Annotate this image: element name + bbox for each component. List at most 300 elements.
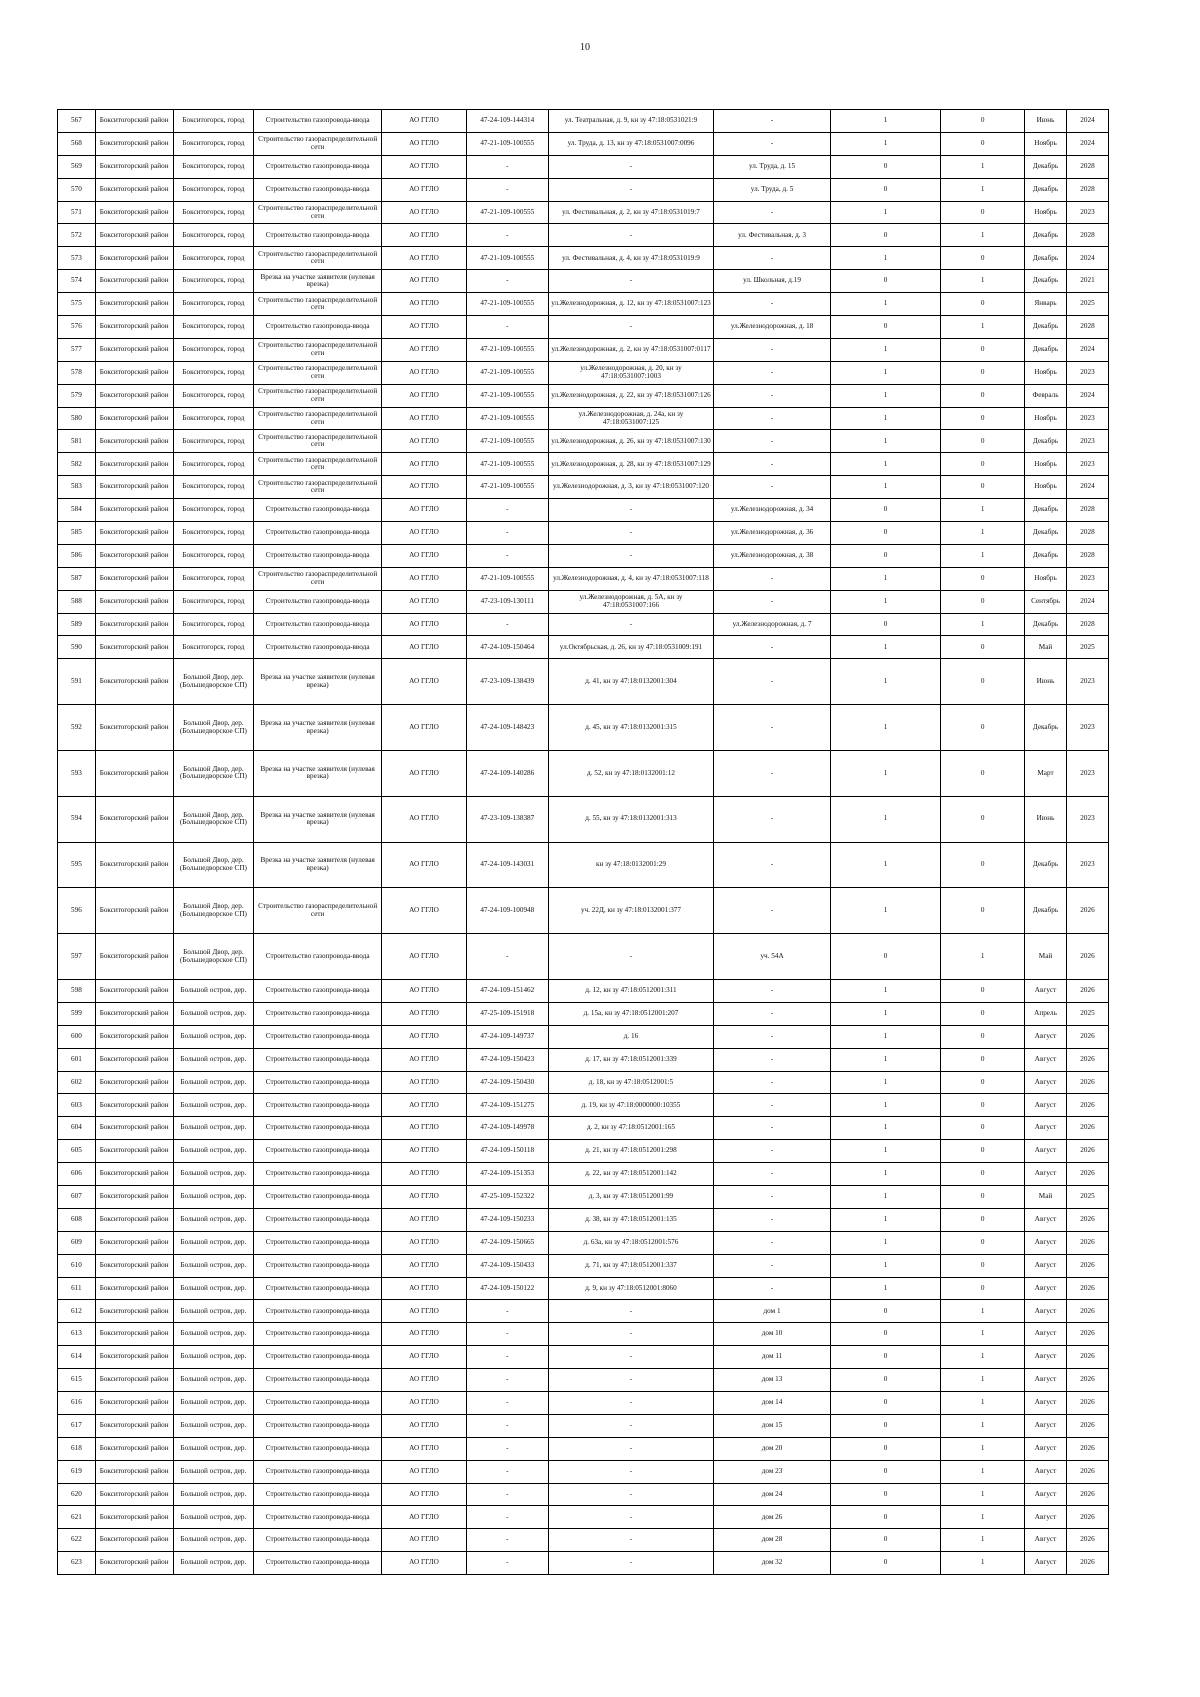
month-cell: Август — [1025, 1163, 1067, 1186]
district-cell: Бокситогорский район — [95, 659, 173, 705]
year-cell: 2028 — [1066, 499, 1108, 522]
district-cell: Бокситогорский район — [95, 430, 173, 453]
count-a-cell: 1 — [830, 979, 940, 1002]
year-cell: 2026 — [1066, 934, 1108, 980]
year-cell: 2028 — [1066, 178, 1108, 201]
work-type-cell: Строительство газопровода-ввода — [254, 178, 382, 201]
organization-cell: АО ГГЛО — [382, 1300, 467, 1323]
house-address-cell: - — [714, 201, 831, 224]
count-a-cell: 1 — [830, 659, 940, 705]
count-a-cell: 1 — [830, 1117, 940, 1140]
work-type-cell: Строительство газопровода-ввода — [254, 1163, 382, 1186]
cadastral-address-cell: - — [548, 1552, 714, 1575]
settlement-cell: Бокситогорск, город — [173, 224, 254, 247]
organization-cell: АО ГГЛО — [382, 1071, 467, 1094]
table-row — [58, 430, 1109, 453]
district-cell: Бокситогорский район — [95, 1346, 173, 1369]
count-a-cell: 1 — [830, 1048, 940, 1071]
cadastral-address-cell: - — [548, 1300, 714, 1323]
settlement-cell: Большой остров, дер. — [173, 1506, 254, 1529]
year-cell: 2026 — [1066, 1483, 1108, 1506]
row-number-cell: 596 — [58, 888, 96, 934]
district-cell: Бокситогорский район — [95, 544, 173, 567]
district-cell: Бокситогорский район — [95, 1140, 173, 1163]
settlement-cell: Большой остров, дер. — [173, 1185, 254, 1208]
district-cell: Бокситогорский район — [95, 316, 173, 339]
year-cell: 2023 — [1066, 567, 1108, 590]
table-row — [58, 155, 1109, 178]
organization-cell: АО ГГЛО — [382, 1048, 467, 1071]
application-number-cell: 47-24-109-150118 — [466, 1140, 548, 1163]
work-type-cell: Строительство газораспределительной сети — [254, 132, 382, 155]
month-cell: Декабрь — [1025, 430, 1067, 453]
application-number-cell: - — [466, 1460, 548, 1483]
work-type-cell: Строительство газопровода-ввода — [254, 1460, 382, 1483]
work-type-cell: Строительство газопровода-ввода — [254, 1025, 382, 1048]
row-number-cell: 582 — [58, 453, 96, 476]
house-address-cell: дом 28 — [714, 1529, 831, 1552]
application-number-cell: 47-21-109-100555 — [466, 338, 548, 361]
cadastral-address-cell: ул.Железнодорожная, д. 26, кн зу 47:18:0531007:130 — [548, 430, 714, 453]
count-a-cell: 1 — [830, 1208, 940, 1231]
house-address-cell: - — [714, 1208, 831, 1231]
table-row — [58, 1323, 1109, 1346]
count-a-cell: 0 — [830, 270, 940, 293]
district-cell: Бокситогорский район — [95, 384, 173, 407]
row-number-cell: 573 — [58, 247, 96, 270]
district-cell: Бокситогорский район — [95, 201, 173, 224]
table-row — [58, 1346, 1109, 1369]
organization-cell: АО ГГЛО — [382, 522, 467, 545]
month-cell: Ноябрь — [1025, 132, 1067, 155]
table-row — [58, 750, 1109, 796]
table-row — [58, 1460, 1109, 1483]
year-cell: 2023 — [1066, 705, 1108, 751]
month-cell: Июнь — [1025, 110, 1067, 133]
year-cell: 2026 — [1066, 1369, 1108, 1392]
table-row — [58, 110, 1109, 133]
organization-cell: АО ГГЛО — [382, 384, 467, 407]
district-cell: Бокситогорский район — [95, 1277, 173, 1300]
row-number-cell: 580 — [58, 407, 96, 430]
work-type-cell: Строительство газопровода-ввода — [254, 1140, 382, 1163]
house-address-cell: - — [714, 705, 831, 751]
month-cell: Декабрь — [1025, 316, 1067, 339]
settlement-cell: Бокситогорск, город — [173, 338, 254, 361]
year-cell: 2026 — [1066, 1025, 1108, 1048]
year-cell: 2026 — [1066, 1506, 1108, 1529]
house-address-cell: - — [714, 888, 831, 934]
cadastral-address-cell: - — [548, 1460, 714, 1483]
year-cell: 2026 — [1066, 1094, 1108, 1117]
year-cell: 2024 — [1066, 132, 1108, 155]
settlement-cell: Большой остров, дер. — [173, 1231, 254, 1254]
application-number-cell: 47-24-109-150464 — [466, 636, 548, 659]
organization-cell: АО ГГЛО — [382, 430, 467, 453]
house-address-cell: - — [714, 567, 831, 590]
count-a-cell: 0 — [830, 1483, 940, 1506]
district-cell: Бокситогорский район — [95, 979, 173, 1002]
district-cell: Бокситогорский район — [95, 1369, 173, 1392]
district-cell: Бокситогорский район — [95, 1254, 173, 1277]
table-row — [58, 659, 1109, 705]
count-b-cell: 0 — [941, 1002, 1025, 1025]
count-a-cell: 1 — [830, 293, 940, 316]
cadastral-address-cell: - — [548, 1346, 714, 1369]
count-a-cell: 0 — [830, 178, 940, 201]
settlement-cell: Бокситогорск, город — [173, 384, 254, 407]
district-cell: Бокситогорский район — [95, 1163, 173, 1186]
settlement-cell: Бокситогорск, город — [173, 361, 254, 384]
year-cell: 2025 — [1066, 1002, 1108, 1025]
settlement-cell: Бокситогорск, город — [173, 155, 254, 178]
year-cell: 2026 — [1066, 1140, 1108, 1163]
month-cell: Август — [1025, 1140, 1067, 1163]
year-cell: 2026 — [1066, 1071, 1108, 1094]
settlement-cell: Бокситогорск, город — [173, 544, 254, 567]
table-row — [58, 316, 1109, 339]
count-b-cell: 1 — [941, 613, 1025, 636]
cadastral-address-cell: уч. 22Д, кн зу 47:18:0132001:377 — [548, 888, 714, 934]
count-b-cell: 0 — [941, 1185, 1025, 1208]
row-number-cell: 606 — [58, 1163, 96, 1186]
district-cell: Бокситогорский район — [95, 1300, 173, 1323]
table-row — [58, 1094, 1109, 1117]
month-cell: Декабрь — [1025, 842, 1067, 888]
table-row — [58, 201, 1109, 224]
count-a-cell: 1 — [830, 750, 940, 796]
application-number-cell: - — [466, 1437, 548, 1460]
table-row — [58, 178, 1109, 201]
count-a-cell: 1 — [830, 888, 940, 934]
work-type-cell: Строительство газопровода-ввода — [254, 1002, 382, 1025]
application-number-cell: - — [466, 1414, 548, 1437]
house-address-cell: уч. 54А — [714, 934, 831, 980]
settlement-cell: Большой остров, дер. — [173, 1025, 254, 1048]
count-b-cell: 1 — [941, 1414, 1025, 1437]
row-number-cell: 619 — [58, 1460, 96, 1483]
cadastral-address-cell: д. 12, кн зу 47:18:0512001:311 — [548, 979, 714, 1002]
application-number-cell: - — [466, 1529, 548, 1552]
count-b-cell: 1 — [941, 1300, 1025, 1323]
row-number-cell: 600 — [58, 1025, 96, 1048]
organization-cell: АО ГГЛО — [382, 1277, 467, 1300]
organization-cell: АО ГГЛО — [382, 476, 467, 499]
organization-cell: АО ГГЛО — [382, 934, 467, 980]
month-cell: Декабрь — [1025, 338, 1067, 361]
cadastral-address-cell: д. 55, кн зу 47:18:0132001:313 — [548, 796, 714, 842]
count-a-cell: 1 — [830, 338, 940, 361]
house-address-cell: ул.Железнодорожная, д. 36 — [714, 522, 831, 545]
count-b-cell: 1 — [941, 316, 1025, 339]
application-number-cell: 47-21-109-100555 — [466, 293, 548, 316]
district-cell: Бокситогорский район — [95, 934, 173, 980]
row-number-cell: 578 — [58, 361, 96, 384]
work-type-cell: Строительство газопровода-ввода — [254, 613, 382, 636]
row-number-cell: 616 — [58, 1391, 96, 1414]
work-type-cell: Врезка на участке заявителя (нулевая врезка) — [254, 659, 382, 705]
table-row — [58, 1369, 1109, 1392]
settlement-cell: Большой остров, дер. — [173, 1483, 254, 1506]
count-b-cell: 1 — [941, 499, 1025, 522]
year-cell: 2026 — [1066, 1208, 1108, 1231]
district-cell: Бокситогорский район — [95, 247, 173, 270]
count-a-cell: 1 — [830, 110, 940, 133]
work-type-cell: Строительство газопровода-ввода — [254, 1277, 382, 1300]
month-cell: Август — [1025, 1529, 1067, 1552]
month-cell: Август — [1025, 1369, 1067, 1392]
district-cell: Бокситогорский район — [95, 1094, 173, 1117]
year-cell: 2026 — [1066, 979, 1108, 1002]
organization-cell: АО ГГЛО — [382, 613, 467, 636]
count-a-cell: 1 — [830, 796, 940, 842]
settlement-cell: Большой Двор, дер. (Большедворское СП) — [173, 750, 254, 796]
organization-cell: АО ГГЛО — [382, 1552, 467, 1575]
settlement-cell: Большой остров, дер. — [173, 1208, 254, 1231]
organization-cell: АО ГГЛО — [382, 293, 467, 316]
application-number-cell: 47-21-109-100555 — [466, 201, 548, 224]
cadastral-address-cell: ул.Железнодорожная, д. 12, кн зу 47:18:0531007:123 — [548, 293, 714, 316]
row-number-cell: 605 — [58, 1140, 96, 1163]
settlement-cell: Бокситогорск, город — [173, 132, 254, 155]
cadastral-address-cell: ул. Театральная, д. 9, кн зу 47:18:0531021:9 — [548, 110, 714, 133]
application-number-cell: 47-24-109-150122 — [466, 1277, 548, 1300]
row-number-cell: 577 — [58, 338, 96, 361]
month-cell: Апрель — [1025, 1002, 1067, 1025]
row-number-cell: 620 — [58, 1483, 96, 1506]
application-number-cell: 47-24-109-150433 — [466, 1254, 548, 1277]
count-b-cell: 0 — [941, 636, 1025, 659]
work-type-cell: Строительство газопровода-ввода — [254, 1552, 382, 1575]
table-row — [58, 1002, 1109, 1025]
month-cell: Декабрь — [1025, 888, 1067, 934]
year-cell: 2023 — [1066, 407, 1108, 430]
work-type-cell: Строительство газопровода-ввода — [254, 934, 382, 980]
house-address-cell: - — [714, 636, 831, 659]
organization-cell: АО ГГЛО — [382, 1346, 467, 1369]
count-a-cell: 0 — [830, 1460, 940, 1483]
application-number-cell: - — [466, 499, 548, 522]
settlement-cell: Большой остров, дер. — [173, 1300, 254, 1323]
year-cell: 2026 — [1066, 888, 1108, 934]
table-row — [58, 1254, 1109, 1277]
work-type-cell: Строительство газопровода-ввода — [254, 1529, 382, 1552]
application-number-cell: - — [466, 613, 548, 636]
count-b-cell: 0 — [941, 1254, 1025, 1277]
year-cell: 2023 — [1066, 796, 1108, 842]
count-b-cell: 0 — [941, 384, 1025, 407]
house-address-cell: - — [714, 110, 831, 133]
year-cell: 2028 — [1066, 522, 1108, 545]
organization-cell: АО ГГЛО — [382, 361, 467, 384]
month-cell: Июнь — [1025, 796, 1067, 842]
count-b-cell: 0 — [941, 979, 1025, 1002]
settlement-cell: Большой остров, дер. — [173, 1552, 254, 1575]
organization-cell: АО ГГЛО — [382, 888, 467, 934]
house-address-cell: - — [714, 796, 831, 842]
application-number-cell: - — [466, 1369, 548, 1392]
application-number-cell: 47-23-109-138439 — [466, 659, 548, 705]
application-number-cell: - — [466, 316, 548, 339]
settlement-cell: Бокситогорск, город — [173, 293, 254, 316]
table-row — [58, 1437, 1109, 1460]
settlement-cell: Большой остров, дер. — [173, 1323, 254, 1346]
settlement-cell: Большой остров, дер. — [173, 1048, 254, 1071]
table-row — [58, 1048, 1109, 1071]
count-a-cell: 0 — [830, 316, 940, 339]
table-row — [58, 1140, 1109, 1163]
application-number-cell: 47-24-109-149737 — [466, 1025, 548, 1048]
count-b-cell: 1 — [941, 1529, 1025, 1552]
year-cell: 2024 — [1066, 338, 1108, 361]
count-b-cell: 1 — [941, 544, 1025, 567]
month-cell: Август — [1025, 1437, 1067, 1460]
house-address-cell: - — [714, 247, 831, 270]
organization-cell: АО ГГЛО — [382, 453, 467, 476]
row-number-cell: 615 — [58, 1369, 96, 1392]
count-a-cell: 1 — [830, 361, 940, 384]
house-address-cell: - — [714, 842, 831, 888]
organization-cell: АО ГГЛО — [382, 1231, 467, 1254]
organization-cell: АО ГГЛО — [382, 636, 467, 659]
application-number-cell: 47-21-109-100555 — [466, 132, 548, 155]
house-address-cell: - — [714, 407, 831, 430]
count-a-cell: 1 — [830, 1140, 940, 1163]
application-number-cell: 47-24-109-150423 — [466, 1048, 548, 1071]
table-row — [58, 361, 1109, 384]
house-address-cell: - — [714, 361, 831, 384]
house-address-cell: - — [714, 338, 831, 361]
settlement-cell: Бокситогорск, город — [173, 522, 254, 545]
month-cell: Август — [1025, 1506, 1067, 1529]
house-address-cell: дом 14 — [714, 1391, 831, 1414]
table-row — [58, 544, 1109, 567]
house-address-cell: - — [714, 1117, 831, 1140]
month-cell: Май — [1025, 934, 1067, 980]
application-number-cell: 47-21-109-100555 — [466, 430, 548, 453]
count-a-cell: 1 — [830, 1163, 940, 1186]
year-cell: 2028 — [1066, 316, 1108, 339]
count-b-cell: 0 — [941, 201, 1025, 224]
row-number-cell: 623 — [58, 1552, 96, 1575]
count-b-cell: 0 — [941, 407, 1025, 430]
row-number-cell: 610 — [58, 1254, 96, 1277]
count-b-cell: 0 — [941, 888, 1025, 934]
count-b-cell: 1 — [941, 934, 1025, 980]
month-cell: Июнь — [1025, 659, 1067, 705]
month-cell: Ноябрь — [1025, 567, 1067, 590]
settlement-cell: Бокситогорск, город — [173, 110, 254, 133]
work-type-cell: Строительство газопровода-ввода — [254, 544, 382, 567]
table-row — [58, 338, 1109, 361]
row-number-cell: 589 — [58, 613, 96, 636]
house-address-cell: - — [714, 384, 831, 407]
district-cell: Бокситогорский район — [95, 1529, 173, 1552]
row-number-cell: 586 — [58, 544, 96, 567]
district-cell: Бокситогорский район — [95, 1002, 173, 1025]
row-number-cell: 568 — [58, 132, 96, 155]
application-number-cell: - — [466, 1346, 548, 1369]
row-number-cell: 611 — [58, 1277, 96, 1300]
row-number-cell: 592 — [58, 705, 96, 751]
house-address-cell: ул.Железнодорожная, д. 38 — [714, 544, 831, 567]
district-cell: Бокситогорский район — [95, 1391, 173, 1414]
work-type-cell: Строительство газопровода-ввода — [254, 1208, 382, 1231]
year-cell: 2026 — [1066, 1346, 1108, 1369]
settlement-cell: Бокситогорск, город — [173, 636, 254, 659]
count-b-cell: 1 — [941, 155, 1025, 178]
table-row — [58, 293, 1109, 316]
month-cell: Ноябрь — [1025, 361, 1067, 384]
settlement-cell: Бокситогорск, город — [173, 201, 254, 224]
cadastral-address-cell: кн зу 47:18:0132001:29 — [548, 842, 714, 888]
month-cell: Март — [1025, 750, 1067, 796]
organization-cell: АО ГГЛО — [382, 110, 467, 133]
table-row — [58, 1391, 1109, 1414]
district-cell: Бокситогорский район — [95, 361, 173, 384]
work-type-cell: Строительство газораспределительной сети — [254, 361, 382, 384]
application-number-cell: - — [466, 1506, 548, 1529]
settlement-cell: Большой Двор, дер. (Большедворское СП) — [173, 888, 254, 934]
year-cell: 2025 — [1066, 1185, 1108, 1208]
month-cell: Декабрь — [1025, 247, 1067, 270]
count-b-cell: 0 — [941, 1163, 1025, 1186]
year-cell: 2023 — [1066, 453, 1108, 476]
district-cell: Бокситогорский район — [95, 1025, 173, 1048]
year-cell: 2028 — [1066, 155, 1108, 178]
table-row — [58, 567, 1109, 590]
house-address-cell: ул.Железнодорожная, д. 34 — [714, 499, 831, 522]
district-cell: Бокситогорский район — [95, 1048, 173, 1071]
settlement-cell: Большой остров, дер. — [173, 1094, 254, 1117]
application-number-cell: 47-24-109-140286 — [466, 750, 548, 796]
house-address-cell: ул.Железнодорожная, д. 7 — [714, 613, 831, 636]
cadastral-address-cell: д. 3, кн зу 47:18:0512001:99 — [548, 1185, 714, 1208]
count-b-cell: 1 — [941, 178, 1025, 201]
settlement-cell: Большой Двор, дер. (Большедворское СП) — [173, 934, 254, 980]
district-cell: Бокситогорский район — [95, 499, 173, 522]
district-cell: Бокситогорский район — [95, 132, 173, 155]
district-cell: Бокситогорский район — [95, 110, 173, 133]
district-cell: Бокситогорский район — [95, 270, 173, 293]
cadastral-address-cell: - — [548, 1369, 714, 1392]
count-b-cell: 0 — [941, 1231, 1025, 1254]
work-type-cell: Строительство газопровода-ввода — [254, 1048, 382, 1071]
month-cell: Август — [1025, 1231, 1067, 1254]
year-cell: 2023 — [1066, 430, 1108, 453]
count-a-cell: 1 — [830, 1277, 940, 1300]
cadastral-address-cell: д. 45, кн зу 47:18:0132001:315 — [548, 705, 714, 751]
work-type-cell: Строительство газопровода-ввода — [254, 979, 382, 1002]
application-number-cell: - — [466, 270, 548, 293]
cadastral-address-cell: ул. Фестивальная, д. 4, кн зу 47:18:0531019:9 — [548, 247, 714, 270]
organization-cell: АО ГГЛО — [382, 1208, 467, 1231]
organization-cell: АО ГГЛО — [382, 1506, 467, 1529]
month-cell: Август — [1025, 1254, 1067, 1277]
house-address-cell: дом 13 — [714, 1369, 831, 1392]
count-b-cell: 0 — [941, 590, 1025, 613]
month-cell: Август — [1025, 1460, 1067, 1483]
count-a-cell: 0 — [830, 1346, 940, 1369]
district-cell: Бокситогорский район — [95, 796, 173, 842]
organization-cell: АО ГГЛО — [382, 499, 467, 522]
house-address-cell: дом 23 — [714, 1460, 831, 1483]
table-row — [58, 979, 1109, 1002]
count-b-cell: 0 — [941, 293, 1025, 316]
count-a-cell: 0 — [830, 613, 940, 636]
count-a-cell: 1 — [830, 1231, 940, 1254]
row-number-cell: 591 — [58, 659, 96, 705]
